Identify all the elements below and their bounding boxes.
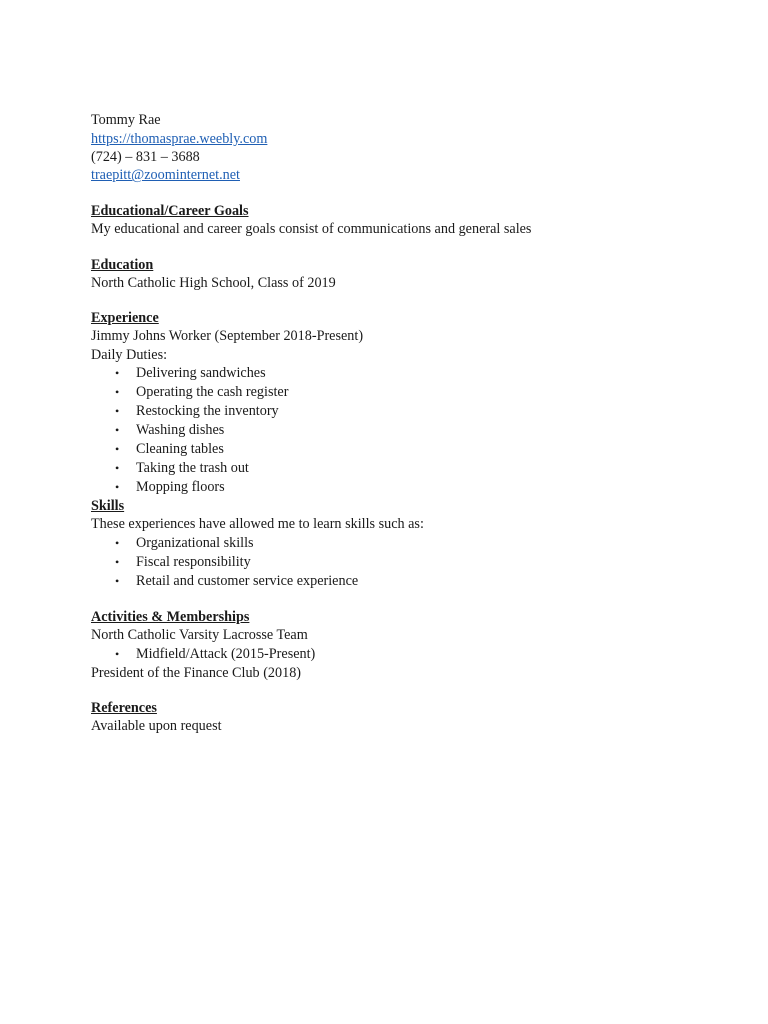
list-item [91,383,711,402]
list-item [91,364,711,383]
list-item [91,534,711,553]
goals-text: My educational and career goals consist of communications and general sales [91,221,532,238]
list-item-text: Delivering sandwiches [136,364,266,381]
resume-name: Tommy Rae [91,112,161,128]
section-spacer [91,682,711,700]
duties-list [91,364,711,498]
bullet-icon: • [115,573,120,588]
bullet-icon: • [115,404,120,418]
goals-heading: Educational/Career Goals [91,203,249,220]
education-text: North Catholic High School, Class of 2019 [91,274,336,291]
resume-page [91,111,711,736]
list-item-text: Taking the trash out [136,460,249,477]
phone-number: (724) – 831 – 3688 [91,149,200,166]
email-link[interactable]: traepitt@zoominternet.net [91,167,240,184]
team-list [91,645,711,664]
bullet-icon: • [115,646,120,661]
education-heading: Education [91,256,154,273]
list-item [91,421,711,440]
list-item-text: Cleaning tables [136,441,224,458]
bullet-icon: • [115,442,120,457]
references-heading: References [91,700,157,717]
skills-heading: Skills [91,498,125,515]
email-line [91,166,711,184]
list-item-text: Organizational skills [136,534,254,551]
bullet-icon: • [115,423,120,438]
job-title: Jimmy Johns Worker (September 2018-Present) [91,328,364,345]
list-item [91,645,711,664]
activities-heading: Activities & Memberships [91,609,250,626]
list-item-text: Fiscal responsibility [136,553,251,570]
section-spacer [91,292,711,310]
bullet-icon: • [115,461,120,476]
references-text: Available upon request [91,718,222,735]
section-spacer [91,591,711,609]
bullet-icon: • [115,480,120,495]
list-item [91,478,711,497]
list-item [91,402,711,421]
section-spacer [91,238,711,256]
bullet-icon: • [115,365,120,380]
list-item-text: Mopping floors [136,479,225,496]
list-item [91,572,711,591]
experience-heading: Experience [91,310,159,327]
list-item [91,440,711,459]
duties-label: Daily Duties: [91,346,168,363]
list-item-text: Operating the cash register [136,383,289,400]
list-item-text: Retail and customer service experience [136,572,359,589]
list-item-text: Washing dishes [136,422,225,439]
bullet-icon: • [115,535,120,550]
bullet-icon: • [115,384,120,399]
bullet-icon: • [115,554,120,569]
list-item [91,459,711,478]
list-item-text: Midfield/Attack (2015-Present) [136,645,316,662]
section-spacer [91,185,711,203]
website-line [91,130,711,148]
skills-list [91,534,711,591]
team-text: North Catholic Varsity Lacrosse Team [91,627,308,644]
website-link[interactable]: https://thomasprae.weebly.com [91,131,268,147]
club-text: President of the Finance Club (2018) [91,664,302,681]
list-item-text: Restocking the inventory [136,403,279,419]
skills-intro: These experiences have allowed me to learn skills such as: [91,516,424,533]
list-item [91,553,711,572]
